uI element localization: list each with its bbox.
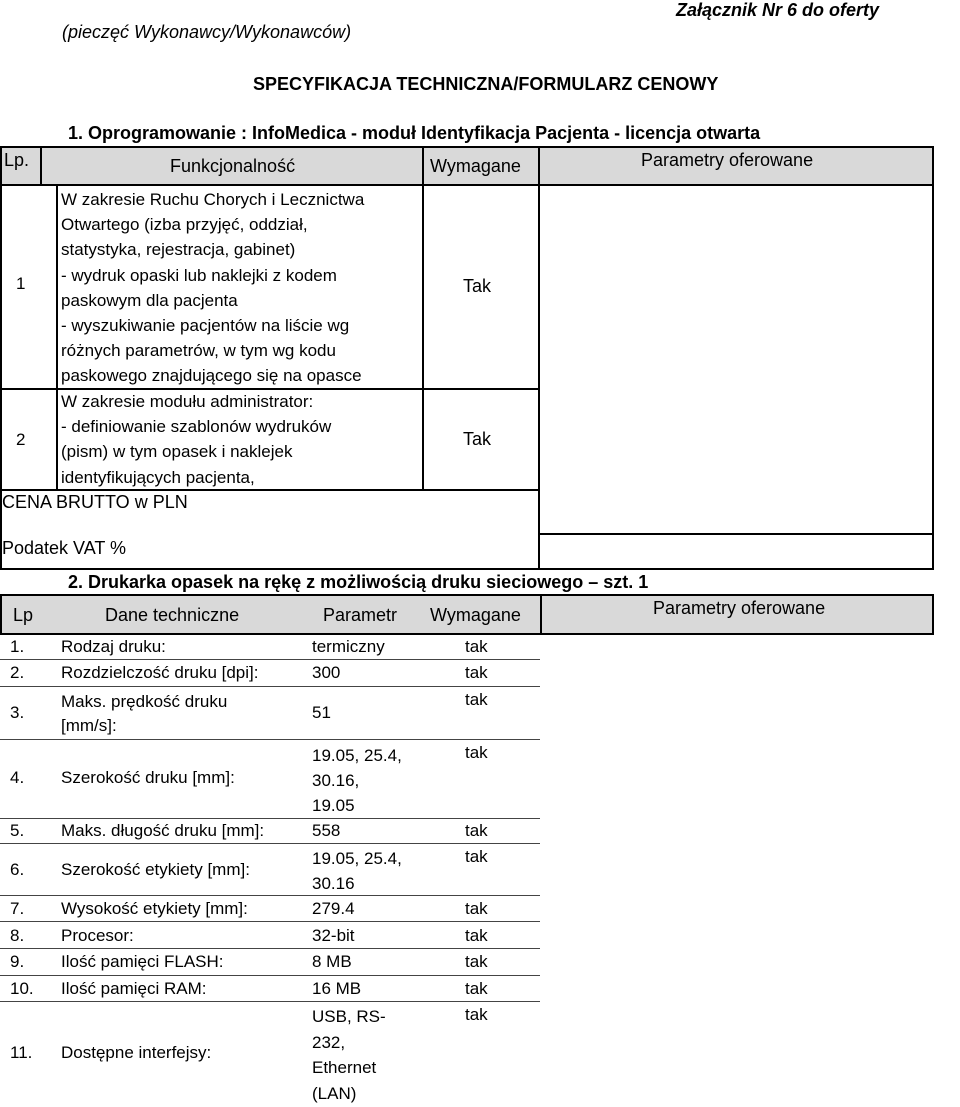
row-lp: 9. [10, 952, 25, 971]
row-functionality: W zakresie modułu administrator: - definiowanie szablonów wydruków (pism) w tym opasek i naklejek identyfikujących pacjenta, [61, 392, 332, 487]
row-lp: 10. [10, 979, 34, 998]
row-name: Wysokość etykiety [mm]: [61, 899, 248, 918]
section2-heading: 2. Drukarka opasek na rękę z możliwością druku sieciowego – szt. 1 [68, 572, 649, 592]
row-lp: 11. [10, 1043, 33, 1062]
row-value: 19.05, 25.4, 30.16, 19.05 [312, 746, 402, 815]
row-lp: 4. [10, 768, 25, 787]
row-lp: 2 [16, 430, 26, 449]
row-name: Maks. długość druku [mm]: [61, 821, 265, 840]
row-value: 32-bit [312, 926, 355, 945]
row-lp: 1. [10, 637, 25, 656]
row-required: tak [465, 690, 488, 709]
row-name: Szerokość etykiety [mm]: [61, 860, 250, 879]
document-title: SPECYFIKACJA TECHNICZNA/FORMULARZ CENOWY [253, 74, 719, 94]
row-value: 8 MB [312, 952, 352, 971]
row-functionality: W zakresie Ruchu Chorych i Lecznictwa Otwartego (izba przyjęć, oddział, statystyka, rejestracja, gabinet) - wydruk opaski lub naklejki z kodem paskowym dla pacjenta - wyszukiwanie pacjentów na liście wg różnych parametrów, w tym wg kodu paskowego znajdującego się na opasce [61, 190, 365, 386]
col-offered-header: Parametry oferowane [641, 150, 814, 170]
row-lp: 7. [10, 899, 25, 918]
row-value: 16 MB [312, 979, 362, 998]
row-required: tak [465, 663, 488, 682]
row-required: Tak [463, 429, 492, 449]
row-required: tak [465, 979, 488, 998]
row-required: tak [465, 899, 488, 918]
row-lp: 5. [10, 821, 25, 840]
row-required: tak [465, 821, 488, 840]
row-name: Ilość pamięci FLASH: [61, 952, 224, 971]
col-lp-header: Lp [13, 605, 34, 625]
col-tech-header: Dane techniczne [105, 605, 240, 625]
row-lp: 2. [10, 663, 25, 682]
vat-label: Podatek VAT % [2, 538, 127, 558]
row-name: Dostępne interfejsy: [61, 1043, 212, 1062]
col-required-header: Wymagane [430, 605, 521, 625]
row-name: Rodzaj druku: [61, 637, 166, 656]
row-name: Procesor: [61, 926, 134, 945]
row-value: 19.05, 25.4, 30.16 [312, 849, 402, 893]
row-lp: 3. [10, 703, 25, 722]
row-required: tak [465, 926, 488, 945]
col-required-header: Wymagane [430, 156, 521, 176]
row-required: tak [465, 847, 488, 866]
row-value: 51 [312, 703, 331, 722]
row-name: Rozdzielczość druku [dpi]: [61, 663, 259, 682]
row-value: 300 [312, 663, 341, 682]
row-value: termiczny [312, 637, 385, 656]
row-required: tak [465, 952, 488, 971]
row-name: Maks. prędkość druku [mm/s]: [61, 692, 228, 735]
attachment-label: Załącznik Nr 6 do oferty [676, 0, 880, 20]
row-lp: 8. [10, 926, 25, 945]
col-lp-header: Lp. [4, 150, 30, 170]
col-functionality-header: Funkcjonalność [170, 156, 296, 176]
row-required: Tak [463, 276, 492, 296]
section1-heading: 1. Oprogramowanie : InfoMedica - moduł Identyfikacja Pacjenta - licencja otwarta [68, 123, 761, 143]
row-required: tak [465, 637, 488, 656]
row-value: 279.4 [312, 899, 355, 918]
stamp-label: (pieczęć Wykonawcy/Wykonawców) [62, 22, 352, 42]
row-lp: 1 [16, 274, 26, 293]
row-name: Ilość pamięci RAM: [61, 979, 207, 998]
row-value: USB, RS- 232, Ethernet (LAN) [312, 1007, 386, 1103]
row-lp: 6. [10, 860, 25, 879]
price-label: CENA BRUTTO w PLN [2, 492, 188, 512]
col-offered-header: Parametry oferowane [653, 598, 826, 618]
row-required: tak [465, 743, 488, 762]
row-name: Szerokość druku [mm]: [61, 768, 235, 787]
row-value: 558 [312, 821, 341, 840]
col-param-header: Parametr [323, 605, 398, 625]
row-required: tak [465, 1005, 488, 1024]
